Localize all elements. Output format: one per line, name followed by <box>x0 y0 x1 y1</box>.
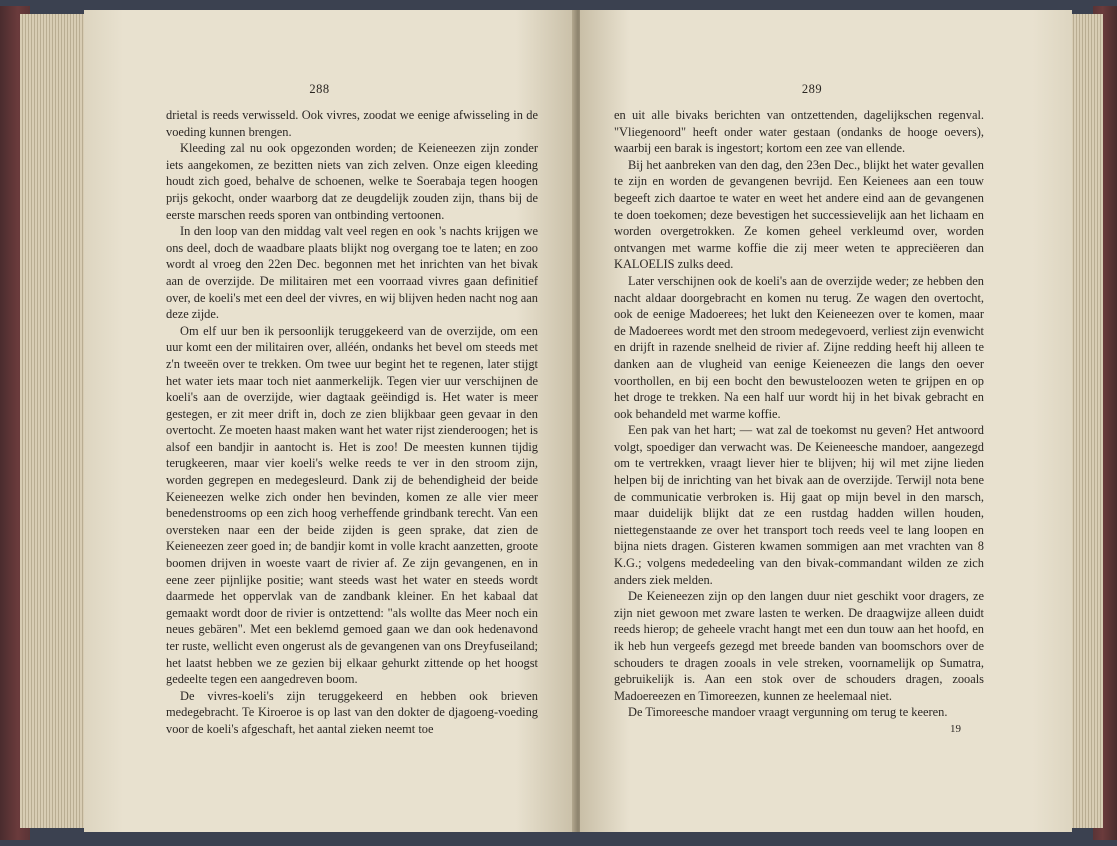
right-page-text <box>614 107 984 721</box>
paragraph: Bij het aanbreken van den dag, den 23en Dec., blijkt het water gevallen te zijn en worden de gevangenen bevrijd. Een Keienees aan een touw begeeft zich daartoe te water en weet het andere eind aan de gevangenen te doen toekomen; deze bevestigen het successievelijk aan het lichaam en worden overgetrokken. Ze komen geheel verkleumd over, worden ontvangen met warme koffie die zij meer weten te appreciëeren dan KALOELIS zulks deed. <box>614 157 984 272</box>
paragraph: De Timoreesche mandoer vraagt vergunning om terug te keeren. <box>628 705 948 720</box>
page-number-right: 289 <box>801 82 823 96</box>
page-number-left: 288 <box>309 82 330 96</box>
paragraph: en uit alle bivaks berichten van ontzettenden, dagelijkschen regenval. "Vliegenoord" heeft onder water gestaan (ondanks de hooge oevers), waarbij een barak is ingestort; kortom een zee van ellende. <box>614 108 984 156</box>
paragraph: Later verschijnen ook de koeli's aan de overzijde weder; ze hebben den nacht aldaar doorgebracht en komen nu terug. Ze wagen den overtocht, ook de eenige Madoerees; het lukt den Keieneezen over te komen, maar de Madoerees wordt met den stroom medegevoerd, verliest zijn evenwicht en drijft in razende snelheid de rivier af. Zijne redding heeft hij alleen te danken aan de vlugheid van eenige Keieneezen die langs den oever voorthollen, en bij een bocht den bewusteloozen weten te grijpen en op het droge te trekken. Na een half uur wordt hij in het bivak gebracht en ook behandeld met warme koffie. <box>614 273 984 421</box>
paragraph: In den loop van den middag valt veel regen en ook 's nachts krijgen we ons deel, doch de waadbare plaats blijkt nog overgang toe te laten; en zoo wordt al vroeg den 22en Dec. begonnen met het inrichten van het bivak aan de overzijde. De militairen met een voorraad vivres gaan definitief over, de koeli's met een deel der vivres, en wij blijven heden nacht nog aan deze zijde. <box>166 224 538 322</box>
right-page <box>580 10 1072 832</box>
paragraph: drietal is reeds verwisseld. Ook vivres, zoodat we eenige afwisseling in de voeding kunnen brengen. <box>166 108 538 139</box>
paragraph: Kleeding zal nu ook opgezonden worden; de Keieneezen zijn zonder iets aangekomen, ze bezitten niets van zich zelven. Onze eigen kleeding houdt zich goed, behalve de schoenen, welke te Soerabaja tegen hoogen prijs gekocht, onder waarborg dat ze deugdelijk zouden zijn, thans bij de eerste marschen reeds sporen van ontbinding vertoonen. <box>166 141 538 222</box>
paragraph: De Keieneezen zijn op den langen duur niet geschikt voor dragers, ze zijn niet gewoon met zware lasten te werken. De draagwijze alleen duidt reeds hierop; de geheele vracht hangt met een dun touw aan het hoofd, en ik heb hun vergeefs gezegd met breede banden van boomschors over de schouders te dragen zooals in vele streken, voornamelijk op Sumatra, gebruikelijk is. Aan een stok over de schouders dragen, zooals Madoereezen en Timoreezen, kunnen ze heelemaal niet. <box>614 589 984 703</box>
signature-mark: 19 <box>950 723 961 735</box>
page-edges-left <box>20 14 92 828</box>
left-page <box>84 10 575 832</box>
paragraph: De vivres-koeli's zijn teruggekeerd en hebben ook brieven medegebracht. Te Kiroeroe is op last van den dokter de djagoeng-voeding voor de koeli's afgeschaft, het aantal zieken neemt toe <box>166 688 538 736</box>
paragraph: Om elf uur ben ik persoonlijk teruggekeerd van de overzijde, om een uur komt een der militairen over, alléén, ondanks het bevel om steeds met z'n tweeën over te trekken. Om twee uur begint het te regenen, later stijgt het water iets maar toch niet aanmerkelijk. Tegen vier uur verschijnen de koeli's aan de overzijde, wier dagtaak geëindigd is. Het water is meer gestegen, er zit meer drift in, doch ze zien blijkbaar geen gevaar in den overtocht. Ze moeten haast maken want het water rijst zienderoogen; het is alsof een bandjir in aantocht is. Het is zoo! De meesten kunnen tijdig terugkeeren, maar vier koeli's welke reeds te ver in den stroom zijn, worden gegrepen en medegesleurd. Dank zij de behendigheid der beide Keieneezen welke zich onder hen bevinden, komen ze alle vier meer benedenstrooms op een zich hoog verheffende grindbank terecht. Van een oversteken naar een der beide zijden is geen sprake, dat zien de Keieneezen zeer goed in; de bandjir komt in volle kracht aanzetten, groote boomen drijven in woeste vaart de rivier af. Ze zijn gevangenen, en in eene zeer pijnlijke positie; want steeds wast het water en steeds wordt daarmede het oppervlak van de zandbank kleiner. En het kabaal dat gemaakt wordt door de rivier is ontzettend: "als wollte das Meer noch ein neues gebären". Met een beklemd gemoed gaan we dan ook hedenavond ter ruste, wellicht even ongerust als de gevangenen van ons Dreyfuseiland; het laatst hebben we ze gezien bij elkaar gehurkt zittende op het hoogst gedeelte tegen een aangedreven boom. <box>166 323 538 687</box>
paragraph: Een pak van het hart; — wat zal de toekomst nu geven? Het antwoord volgt, spoediger dan verwacht was. De Keieneesche mandoer, aangezegd om te vertrekken, vraagt liever hier te blijven; hij wil met zijne lieden helpen bij de inrichting van het bivak aan de overzijde. Terwijl nota bene de communicatie verbroken is. Hij gaat op mijn bevel in den marsch, maar duidelijk blijkt dat ze een rustdag hadden willen houden, niettegenstaande ze over het transport toch reeds veel te lang loopen en bijna niets dragen. Gisteren kwamen sommigen aan met vrachten van 8 K.G.; volgens mededeeling van den bivak-commandant wilden ze zich anders ziek melden. <box>614 423 984 587</box>
left-page-text <box>166 107 538 738</box>
